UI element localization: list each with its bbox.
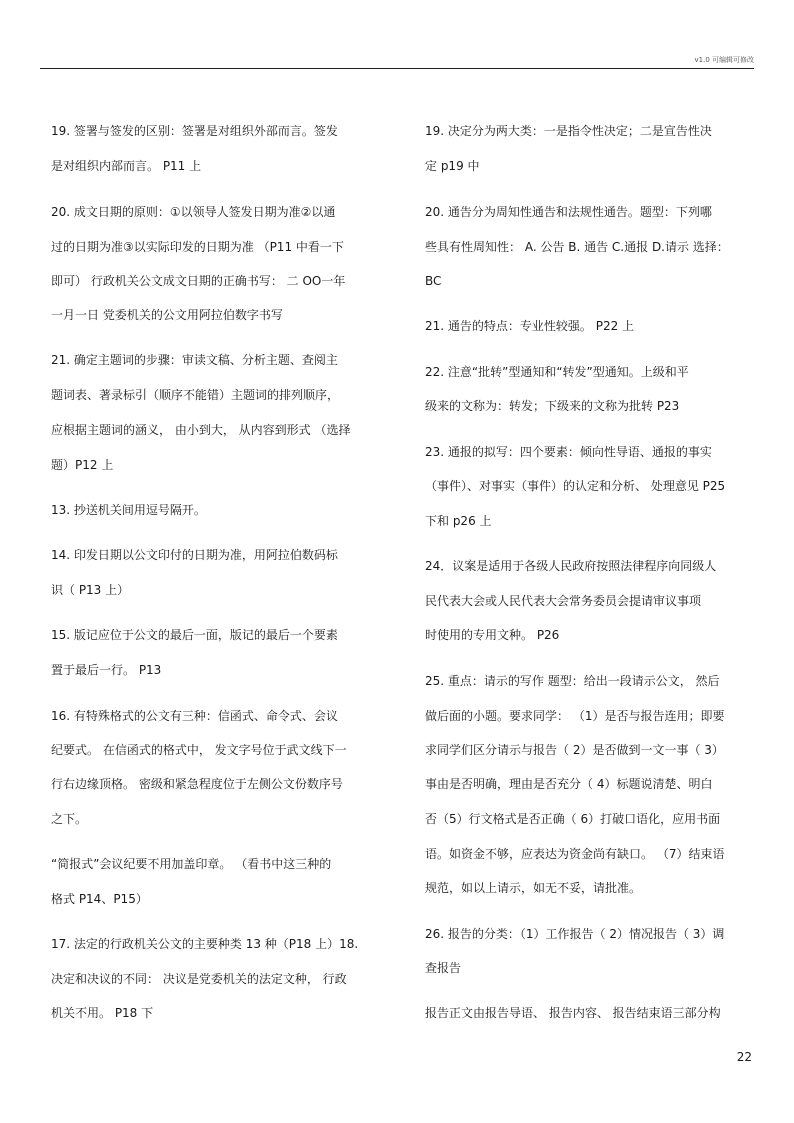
text-line: 识（ P13 上） bbox=[51, 583, 130, 597]
text-line: 16. 有特殊格式的公文有三种：信函式、命令式、会议 bbox=[51, 709, 338, 723]
text-line: 事由是否明确，理由是否充分（ 4）标题说清楚、明白 bbox=[425, 777, 713, 791]
text-line: “简报式”会议纪要不用加盖印章。 （看书中这三种的 bbox=[51, 857, 332, 871]
text-line: 些具有性周知性： A. 公告 B. 通告 C.通报 D.请示 选择： bbox=[425, 240, 729, 254]
text-line: 19. 决定分为两大类：一是指令性决定；二是宣告性决 bbox=[425, 124, 712, 138]
text-line: 格式 P14、P15） bbox=[51, 892, 148, 906]
text-line: 之下。 bbox=[51, 812, 88, 826]
text-line: 题词表、著录标引（顺序不能错）主题词的排列顺序， bbox=[51, 388, 340, 402]
text-line: BC bbox=[425, 274, 442, 288]
text-line: 置于最后一行。 P13 bbox=[51, 663, 162, 677]
text-line: 过的日期为准③以实际印发的日期为准 （P11 中看一下 bbox=[51, 240, 344, 254]
text-line: 21. 通告的特点：专业性较强。 P22 上 bbox=[425, 319, 635, 333]
text-line: 民代表大会或人民代表大会常务委员会提请审议事项 bbox=[425, 594, 702, 608]
text-line: 22. 注意“批转”型通知和“转发”型通知。上级和平 bbox=[425, 365, 689, 379]
text-line: 20. 成文日期的原则：①以领导人签发日期为准②以通 bbox=[51, 205, 336, 219]
text-line: 做后面的小题。要求同学： （1）是否与报告连用；即要 bbox=[425, 709, 725, 723]
text-line: 报告正文由报告导语、 报告内容、 报告结束语三部分构 bbox=[425, 1006, 721, 1020]
text-line: 下和 p26 上 bbox=[425, 514, 492, 528]
text-line: 一月一日 党委机关的公文用阿拉伯数字书写 bbox=[51, 308, 283, 322]
text-line: 23. 通报的拟写：四个要素：倾向性导语、通报的事实 bbox=[425, 445, 712, 459]
text-line: 行右边缘顶格。 密级和紧急程度位于左侧公文份数序号 bbox=[51, 777, 343, 791]
text-line: 查报告 bbox=[425, 961, 462, 975]
text-line: 求同学们区分请示与报告（ 2）是否做到一文一事（ 3） bbox=[425, 743, 724, 757]
text-line: 是对组织内部而言。 P11 上 bbox=[51, 159, 202, 173]
text-line: 时使用的专用文种。 P26 bbox=[425, 628, 560, 642]
text-line: 应根据主题词的涵义， 由小到大， 从内容到形式 （选择 bbox=[51, 423, 351, 437]
text-line: 机关不用。 P18 下 bbox=[51, 1006, 154, 1020]
text-line: 14. 印发日期以公文印付的日期为准，用阿拉伯数码标 bbox=[51, 548, 338, 562]
text-line: 否（5）行文格式是否正确（ 6）打破口语化，应用书面 bbox=[425, 812, 721, 826]
text-line: 纪要式。 在信函式的格式中， 发文字号位于武文线下一 bbox=[51, 743, 347, 757]
text-line: （事件）、对事实（事件）的认定和分析、 处理意见 P25 bbox=[425, 479, 726, 493]
header-rule bbox=[40, 68, 754, 69]
text-line: 定 p19 中 bbox=[425, 159, 480, 173]
text-line: 决定和决议的不同： 决议是党委机关的法定文种， 行政 bbox=[51, 972, 347, 986]
text-line: 17. 法定的行政机关公文的主要种类 13 种（P18 上）18. bbox=[51, 937, 359, 951]
text-line: 即可） 行政机关公文成文日期的正确书写： 二 OO一年 bbox=[51, 274, 346, 288]
page-number: 22 bbox=[736, 1050, 752, 1064]
text-line: 24．议案是适用于各级人民政府按照法律程序向同级人 bbox=[425, 559, 717, 573]
text-line: 级来的文称为：转发；下级来的文称为批转 P23 bbox=[425, 399, 680, 413]
text-line: 21. 确定主题词的步骤：审读文稿、分析主题、查阅主 bbox=[51, 353, 338, 367]
text-line: 20. 通告分为周知性通告和法规性通告。题型：下列哪 bbox=[425, 205, 712, 219]
text-line: 13. 抄送机关间用逗号隔开。 bbox=[51, 503, 206, 517]
text-line: 语。如资金不够，应表达为资金尚有缺口。 （7）结束语 bbox=[425, 847, 725, 861]
text-line: 25. 重点：请示的写作 题型：给出一段请示公文， 然后 bbox=[425, 674, 720, 688]
text-line: 19. 签署与签发的区别：签署是对组织外部而言。签发 bbox=[51, 124, 338, 138]
header-text: v1.0 可编辑可修改 bbox=[694, 56, 754, 64]
text-line: 规范，如以上请示，如无不妥，请批准。 bbox=[425, 881, 642, 895]
text-line: 题）P12 上 bbox=[51, 458, 114, 472]
text-line: 15. 版记应位于公文的最后一面，版记的最后一个要素 bbox=[51, 628, 338, 642]
text-line: 26. 报告的分类：（1）工作报告（ 2）情况报告（ 3）调 bbox=[425, 927, 725, 941]
